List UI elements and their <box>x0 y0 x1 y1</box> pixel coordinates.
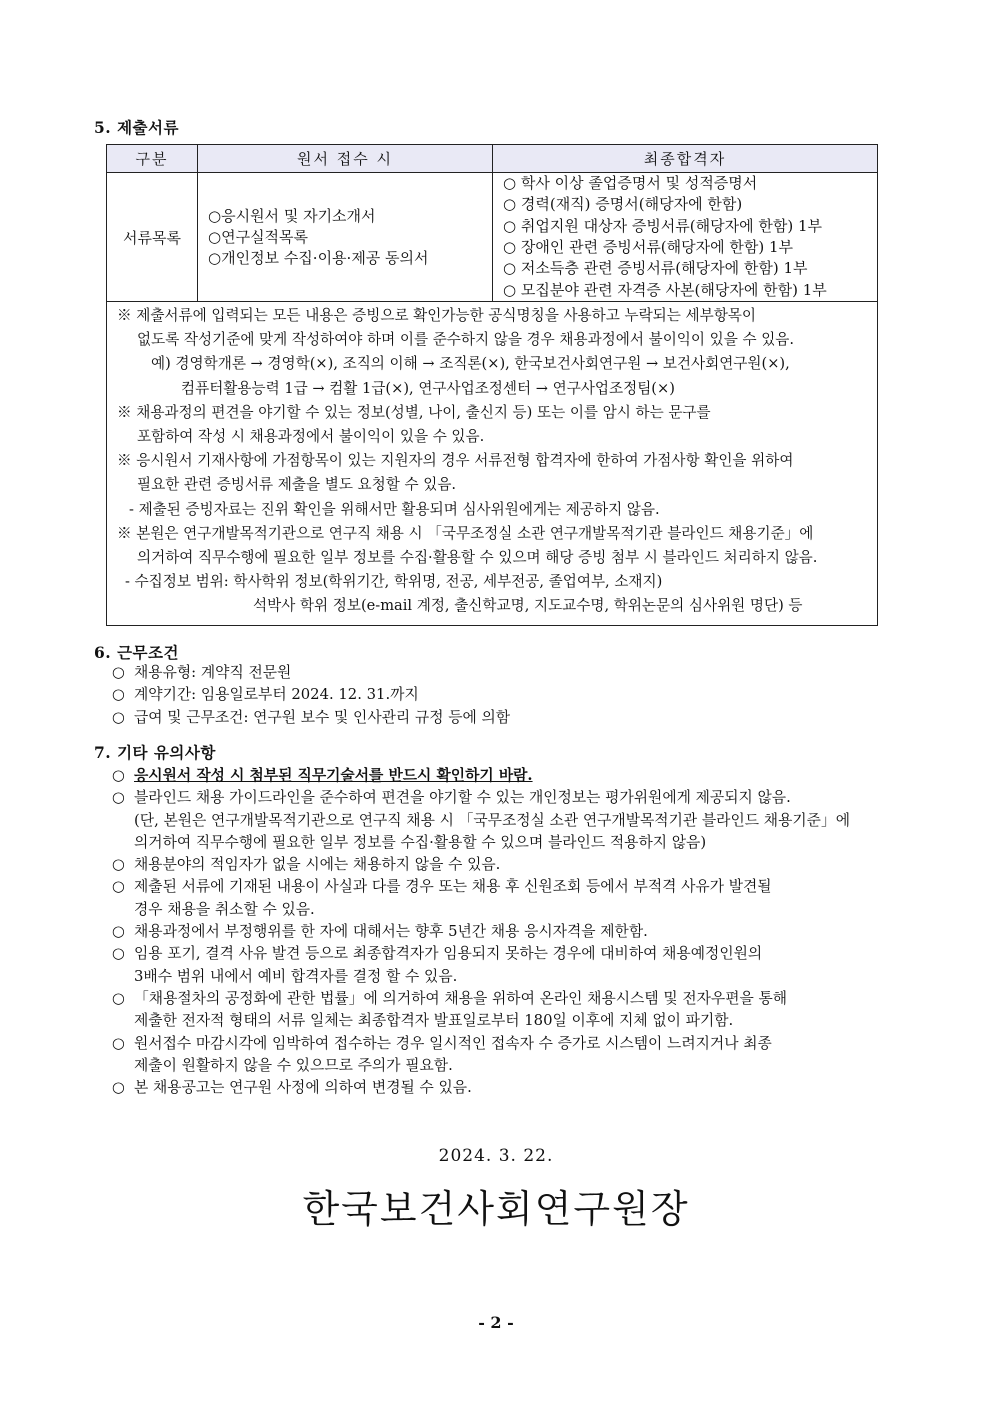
bullet-icon: ○ <box>112 1079 125 1097</box>
documents-table <box>106 144 878 626</box>
bullet-icon: ○ <box>112 708 125 726</box>
list-item: ○ 응시원서 작성 시 첨부된 직무기술서를 반드시 확인하기 바람. <box>112 765 902 787</box>
list-item: ○ 장애인 관련 증빙서류(해당자에 한함) 1부 <box>503 238 794 256</box>
note-line: ※ 채용과정의 편견을 야기할 수 있는 정보(성별, 나이, 출신지 등) 또는 이를 암시 하는 문구를 <box>117 403 711 421</box>
bullet-icon: ○ <box>112 856 125 874</box>
list-item: ○ 채용과정에서 부정행위를 한 자에 대해서는 향후 5년간 채용 응시자격을 제한함. <box>112 921 902 943</box>
list-item: ○응시원서 및 자기소개서 <box>208 206 376 225</box>
header-category: 구분 <box>107 145 198 173</box>
bullet-icon: ○ <box>112 923 125 941</box>
note-line: ※ 제출서류에 입력되는 모든 내용은 증빙으로 확인가능한 공식명칭을 사용하고 누락되는 세부항목이 <box>117 307 756 324</box>
page-number: - 2 - <box>478 1313 514 1332</box>
issuer-signature: 한국보건사회연구원장 <box>302 1187 690 1231</box>
list-item: ○ 「채용절차의 공정화에 관한 법률」에 의거하여 채용을 위하여 온라인 채용시스템 및 전자우편을 통해 제출한 전자적 형태의 서류 일체는 최종합격자 발표일로부터 180일 이후에 지체 없이 파기함. <box>112 988 902 1033</box>
bullet-icon: ○ <box>112 1034 125 1052</box>
list-item: ○ 임용 포기, 결격 사유 발견 등으로 최종합격자가 임용되지 못하는 경우에 대비하여 채용예정인원의 3배수 범위 내에서 예비 합격자를 결정 할 수 있음. <box>112 943 902 988</box>
list-item: ○ 채용분야의 적임자가 없을 시에는 채용하지 않을 수 있음. <box>112 854 902 876</box>
final-docs <box>493 173 878 302</box>
list-item: ○ 채용유형: 계약직 전문원 <box>112 662 902 684</box>
header-application: 원서 접수 시 <box>198 145 493 173</box>
notices-list <box>112 765 902 1099</box>
list-item: ○연구실적목록 <box>208 227 309 246</box>
note-line: 컴퓨터활용능력 1급 → 컴활 1급(×), 연구사업조정센터 → 연구사업조정팀(×) <box>181 379 675 397</box>
list-item: ○ 모집분야 관련 자격증 사본(해당자에 한함) 1부 <box>503 280 827 299</box>
bullet-icon: ○ <box>112 945 125 963</box>
table-row <box>107 173 878 302</box>
list-item: ○ 본 채용공고는 연구원 사정에 의하여 변경될 수 있음. <box>112 1077 902 1099</box>
row-label: 서류목록 <box>107 173 198 302</box>
note-line: ※ 본원은 연구개발목적기관으로 연구직 채용 시 「국무조정실 소관 연구개발목적기관 블라인드 채용기준」에 <box>117 524 814 542</box>
table-header-row <box>107 145 878 173</box>
list-item: ○ 블라인드 채용 가이드라인을 준수하여 편견을 야기할 수 있는 개인정보는 평가위원에게 제공되지 않음. (단, 본원은 연구개발목적기관으로 연구직 채용 시 「국무조정실 소관 연구개발목적기관 블라인드 채용기준」에 의거하여 직무수행에 필요한 일부 정보를 수집·활용할 수 있으며 블라인드 적용하지 않음) <box>112 787 902 854</box>
work-conditions-list <box>112 662 902 729</box>
note-line: 없도록 작성기준에 맞게 작성하여야 하며 이를 준수하지 않을 경우 채용과정에서 불이익이 있을 수 있음. <box>137 331 795 349</box>
bullet-icon: ○ <box>112 686 125 704</box>
note-line: 예) 경영학개론 → 경영학(×), 조직의 이해 → 조직론(×), 한국보건사회연구원 → 보건사회연구원(×), <box>151 355 790 373</box>
section-6-title: 6. 근무조건 <box>94 643 179 662</box>
note-line: 포함하여 작성 시 채용과정에서 불이익이 있을 수 있음. <box>137 428 485 446</box>
section-7-title: 7. 기타 유의사항 <box>94 743 216 762</box>
bullet-icon: ○ <box>112 878 125 896</box>
note-line: 필요한 관련 증빙서류 제출을 별도 요청할 수 있음. <box>137 476 457 494</box>
notes-row <box>107 302 878 626</box>
bullet-icon: ○ <box>112 664 125 681</box>
list-item: ○ 제출된 서류에 기재된 내용이 사실과 다를 경우 또는 채용 후 신원조회 등에서 부적격 사유가 발견될 경우 채용을 취소할 수 있음. <box>112 876 902 921</box>
note-line: - 제출된 증빙자료는 진위 확인을 위해서만 활용되며 심사위원에게는 제공하지 않음. <box>129 500 660 518</box>
bullet-icon: ○ <box>112 989 125 1007</box>
list-item: ○ 급여 및 근무조건: 연구원 보수 및 인사관리 규정 등에 의함 <box>112 707 902 729</box>
bullet-icon: ○ <box>112 767 125 784</box>
header-final: 최종합격자 <box>493 145 878 173</box>
note-line: ※ 응시원서 기재사항에 가점항목이 있는 지원자의 경우 서류전형 합격자에 한하여 가점사항 확인을 위하여 <box>117 452 794 470</box>
section-5-title: 5. 제출서류 <box>94 118 179 137</box>
note-line: 의거하여 직무수행에 필요한 일부 정보를 수집·활용할 수 있으며 해당 증빙 첨부 시 블라인드 처리하지 않음. <box>137 549 818 567</box>
list-item: ○ 원서접수 마감시각에 임박하여 접수하는 경우 일시적인 접속자 수 증가로 시스템이 느려지거나 최종 제출이 원활하지 않을 수 있으므로 주의가 필요함. <box>112 1033 902 1078</box>
note-line: - 수집정보 범위: 학사학위 정보(학위기간, 학위명, 전공, 세부전공, 졸업여부, 소재지) <box>125 573 663 591</box>
list-item: ○개인정보 수집·이용·제공 동의서 <box>208 248 429 267</box>
list-item: ○ 취업지원 대상자 증빙서류(해당자에 한함) 1부 <box>503 216 822 235</box>
list-item: ○ 학사 이상 졸업증명서 및 성적증명서 <box>503 174 758 193</box>
note-line: 석박사 학위 정보(e-mail 계정, 출신학교명, 지도교수명, 학위논문의 심사위원 명단) 등 <box>253 597 803 615</box>
application-docs <box>198 173 493 302</box>
list-item: ○ 계약기간: 임용일로부터 2024. 12. 31.까지 <box>112 684 902 706</box>
notes-cell <box>107 302 878 626</box>
bullet-icon: ○ <box>112 789 125 807</box>
announcement-date: 2024. 3. 22. <box>438 1146 554 1166</box>
list-item: ○ 경력(재직) 증명서(해당자에 한함) <box>503 195 743 214</box>
list-item: ○ 저소득층 관련 증빙서류(해당자에 한함) 1부 <box>503 259 808 278</box>
